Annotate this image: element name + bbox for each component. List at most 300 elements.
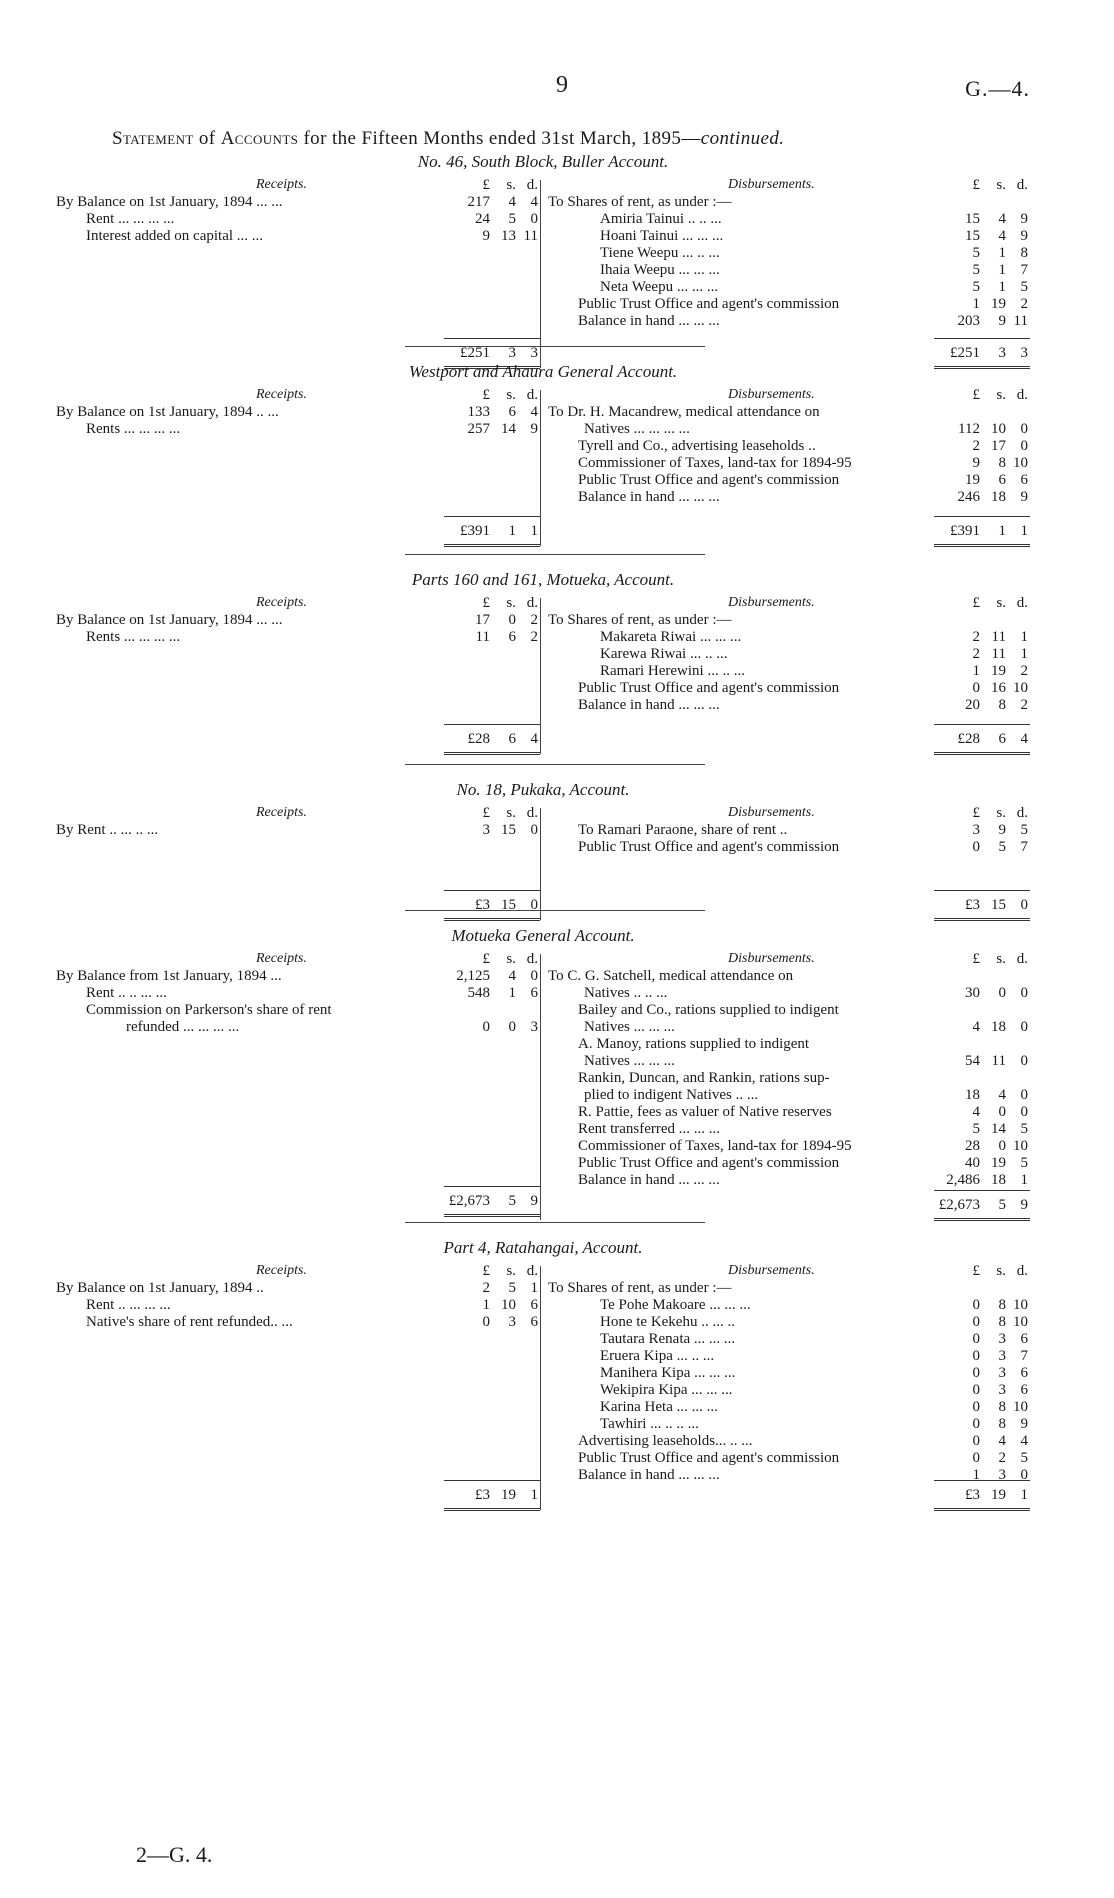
account-section (56, 926, 1030, 1220)
disbursements-column (540, 176, 1030, 368)
amount-pence: 5 (1020, 279, 1028, 295)
disbursement-row (548, 1314, 1030, 1331)
amount-pounds: 15 (965, 228, 980, 244)
disbursement-row-description: To Dr. H. Macandrew, medical attendance on (548, 404, 820, 420)
amount-pence: 0 (530, 211, 538, 227)
amount-pence: 10 (1013, 455, 1028, 471)
column-header-pound: £ (482, 1263, 490, 1279)
amount-shillings (980, 1002, 1006, 1019)
amount-pence: 1 (530, 1487, 538, 1503)
statement-of: of (198, 128, 216, 149)
statement-prefix: Statement (112, 128, 194, 149)
disbursements-column (540, 804, 1030, 920)
amount-pence: 7 (1020, 262, 1028, 278)
disbursement-row-description: Tawhiri ... .. .. ... (600, 1416, 699, 1432)
disbursement-row (548, 1433, 1030, 1450)
amount-pounds: 0 (482, 1314, 490, 1330)
disbursement-row-description: Karina Heta ... ... ... (600, 1399, 718, 1415)
column-header-s: s. (506, 951, 516, 967)
disbursement-row-description: Hoani Tainui ... ... ... (600, 228, 724, 244)
disbursements-caption: Disbursements. (728, 1263, 815, 1278)
column-header-pound: £ (972, 595, 980, 611)
receipt-row (56, 822, 540, 839)
amount-pounds: 5 (972, 262, 980, 278)
amount-pence: 9 (1020, 228, 1028, 244)
disbursement-row (548, 228, 1030, 245)
amount-pence: 4 (530, 731, 538, 747)
amount-pounds: 30 (965, 985, 980, 1001)
amount-pence: 9 (1020, 489, 1028, 505)
disbursement-row (548, 296, 1030, 313)
column-header-s: s. (506, 177, 516, 193)
amount-pounds: 24 (475, 211, 490, 227)
column-header-s: s. (506, 387, 516, 403)
amount-pence: 4 (1020, 731, 1028, 747)
amount-pounds: 246 (957, 489, 980, 505)
account-section (56, 362, 1030, 546)
disbursement-row-description: Public Trust Office and agent's commission (578, 680, 840, 696)
disbursements-caption: Disbursements. (728, 805, 815, 820)
section-separator (405, 554, 705, 555)
amount-pence: 2 (530, 629, 538, 645)
amount-pence: 6 (1020, 472, 1028, 488)
document-reference: G.—4. (965, 76, 1030, 101)
column-header-pound: £ (972, 805, 980, 821)
receipt-row-description: Native's share of rent refunded.. ... (86, 1314, 293, 1330)
receipt-row (56, 612, 540, 629)
disbursement-row (548, 1104, 1030, 1121)
disbursement-row-description: Rent transferred ... ... ... (578, 1121, 721, 1137)
receipts-caption: Receipts. (256, 595, 307, 610)
receipt-row-description: Interest added on capital ... ... (86, 228, 264, 244)
amount-pounds: 2 (972, 646, 980, 662)
amount-pounds: £251 (950, 345, 980, 361)
amount-shillings: 8 (998, 1314, 1006, 1330)
amount-shillings: 0 (508, 612, 516, 628)
disbursement-row-description: Public Trust Office and agent's commission (578, 1450, 840, 1466)
disbursement-row-description: Bailey and Co., rations supplied to indigent (578, 1002, 839, 1018)
amount-pounds: 11 (475, 629, 490, 645)
disbursement-row-description: Balance in hand ... ... ... (578, 313, 720, 329)
column-header-d: d. (526, 177, 538, 193)
amount-pounds: 0 (972, 1297, 980, 1313)
disbursement-row (548, 839, 1030, 856)
column-header-pound: £ (972, 387, 980, 403)
amount-pence: 1 (530, 523, 538, 539)
amount-pence: 0 (1020, 985, 1028, 1001)
amount-pence: 9 (1020, 211, 1028, 227)
receipts-caption: Receipts. (256, 951, 307, 966)
amount-pounds: 17 (475, 612, 490, 628)
amount-shillings: 5 (998, 839, 1006, 855)
amount-pounds: £391 (460, 523, 490, 539)
receipt-row (56, 1297, 540, 1314)
amount-pence: 0 (1020, 1053, 1028, 1069)
receipt-row-description: Rents ... ... ... ... (86, 629, 181, 645)
column-header-s: s. (506, 805, 516, 821)
amount-pence (1006, 1280, 1028, 1297)
receipt-row (56, 985, 540, 1002)
receipts-column (56, 1262, 540, 1510)
disbursement-row-description: Ihaia Weepu ... ... ... (600, 262, 720, 278)
amount-pounds: 548 (467, 985, 490, 1001)
disbursement-row-description: To C. G. Satchell, medical attendance on (548, 968, 794, 984)
amount-pounds: £391 (950, 523, 980, 539)
statement-accounts: Accounts (220, 128, 299, 149)
disbursement-row (548, 1297, 1030, 1314)
amount-shillings: 13 (501, 228, 516, 244)
disbursement-row (548, 438, 1030, 455)
disbursement-row-description: Balance in hand ... ... ... (578, 489, 720, 505)
amount-shillings: 1 (508, 523, 516, 539)
amount-pounds: 0 (482, 1019, 490, 1035)
column-header-s: s. (996, 387, 1006, 403)
amount-shillings: 0 (998, 1138, 1006, 1154)
column-header-pound: £ (482, 951, 490, 967)
amount-pounds: 0 (972, 680, 980, 696)
amount-shillings: 14 (501, 421, 516, 437)
amount-pence: 10 (1013, 680, 1028, 696)
page-signature: 2—G. 4. (136, 1842, 213, 1867)
amount-pence: 9 (530, 421, 538, 437)
disbursement-row-description: Advertising leaseholds... .. ... (578, 1433, 753, 1449)
amount-pounds: 5 (972, 279, 980, 295)
column-header-d: d. (526, 951, 538, 967)
amount-pence: 0 (530, 897, 538, 913)
amount-pence: 6 (1020, 1365, 1028, 1381)
amount-shillings: 16 (991, 680, 1006, 696)
receipt-row-description: Rent ... ... ... ... (86, 211, 175, 227)
column-header-pound: £ (972, 1263, 980, 1279)
disbursement-row-description: Balance in hand ... ... ... (578, 697, 720, 713)
disbursement-row (548, 1019, 1030, 1036)
column-header-s: s. (506, 1263, 516, 1279)
receipts-caption: Receipts. (256, 805, 307, 820)
column-header-d: d. (526, 805, 538, 821)
amount-pounds: 19 (965, 472, 980, 488)
amount-pounds: £251 (460, 345, 490, 361)
receipts-total (444, 724, 540, 755)
receipts-column (56, 386, 540, 546)
disbursement-row (548, 489, 1030, 506)
amount-pounds (934, 404, 980, 421)
receipt-row-description: refunded ... ... ... ... (126, 1019, 240, 1035)
receipt-row (56, 1019, 540, 1036)
amount-pence: 6 (1020, 1382, 1028, 1398)
amount-shillings: 3 (998, 1467, 1006, 1483)
amount-pence: 0 (1020, 1104, 1028, 1120)
disbursement-row-description: To Shares of rent, as under :— (548, 612, 732, 628)
receipt-row-description: Rent .. .. ... ... (86, 985, 167, 1001)
amount-shillings: 15 (501, 897, 516, 913)
disbursement-row-description: A. Manoy, rations supplied to indigent (578, 1036, 810, 1052)
amount-pounds: 2,125 (456, 968, 490, 984)
amount-pence: 9 (1020, 1416, 1028, 1432)
column-header-pound: £ (482, 805, 490, 821)
disbursement-row-description: plied to indigent Natives .. ... (584, 1087, 759, 1103)
amount-shillings: 19 (991, 296, 1006, 312)
statement-title (112, 128, 784, 150)
amount-shillings: 10 (501, 1297, 516, 1313)
disbursement-row-description: Public Trust Office and agent's commission (578, 839, 840, 855)
amount-pence: 0 (530, 968, 538, 984)
amount-shillings: 8 (998, 1416, 1006, 1432)
disbursement-row (548, 1280, 1030, 1297)
amount-pounds: 1 (972, 663, 980, 679)
amount-pounds: 203 (957, 313, 980, 329)
amount-shillings (980, 1036, 1006, 1053)
amount-pence: 0 (1020, 1087, 1028, 1103)
amount-shillings: 19 (991, 1155, 1006, 1171)
amount-shillings: 11 (991, 1053, 1006, 1069)
disbursement-row (548, 629, 1030, 646)
amount-pounds: 40 (965, 1155, 980, 1171)
amount-pounds: £3 (965, 897, 980, 913)
amount-pence: 0 (1020, 1467, 1028, 1483)
receipt-row (56, 194, 540, 211)
receipts-total (444, 890, 540, 921)
amount-pence: 5 (1020, 822, 1028, 838)
amount-shillings: 5 (508, 1193, 516, 1209)
amount-pence: 6 (530, 1314, 538, 1330)
amount-pence: 5 (1020, 1121, 1028, 1137)
receipts-total (444, 1480, 540, 1511)
receipt-row-description: Commission on Parkerson's share of rent (86, 1002, 332, 1018)
amount-shillings: 15 (991, 897, 1006, 913)
column-header-d: d. (526, 595, 538, 611)
column-header-pound: £ (972, 951, 980, 967)
amount-pence: 1 (1020, 629, 1028, 645)
disbursements-column (540, 1262, 1030, 1510)
receipts-column (56, 176, 540, 368)
amount-shillings: 10 (991, 421, 1006, 437)
amount-shillings: 5 (508, 211, 516, 227)
disbursement-row (548, 1348, 1030, 1365)
disbursement-row-description: Neta Weepu ... ... ... (600, 279, 719, 295)
disbursement-row (548, 1331, 1030, 1348)
column-header-s: s. (506, 595, 516, 611)
amount-pounds: 2 (482, 1280, 490, 1296)
receipt-row (56, 228, 540, 245)
amount-pence: 0 (530, 822, 538, 838)
amount-pence: 6 (530, 1297, 538, 1313)
amount-pounds: 15 (965, 211, 980, 227)
disbursement-row-description: Public Trust Office and agent's commission (578, 472, 840, 488)
column-header-s: s. (996, 595, 1006, 611)
amount-shillings: 8 (998, 455, 1006, 471)
amount-pounds: 9 (972, 455, 980, 471)
amount-pounds (934, 1280, 980, 1297)
account-title: Part 4, Ratahangai, Account. (443, 1238, 643, 1257)
amount-pounds: 2 (972, 438, 980, 454)
receipts-column (56, 594, 540, 754)
amount-pounds: 2 (972, 629, 980, 645)
amount-pounds: 3 (482, 822, 490, 838)
disbursement-row-description: Amiria Tainui .. .. ... (600, 211, 722, 227)
amount-pence: 7 (1020, 839, 1028, 855)
amount-pence: 10 (1013, 1314, 1028, 1330)
amount-pounds: 0 (972, 1450, 980, 1466)
amount-shillings: 8 (998, 1399, 1006, 1415)
amount-shillings: 11 (991, 629, 1006, 645)
column-header-s: s. (996, 177, 1006, 193)
disbursement-row-description: Ramari Herewini ... .. ... (600, 663, 745, 679)
amount-pence: 5 (1020, 1450, 1028, 1466)
amount-pounds: 217 (467, 194, 490, 210)
section-separator (405, 346, 705, 347)
amount-pounds: 18 (965, 1087, 980, 1103)
disbursement-row-description: Public Trust Office and agent's commission (578, 1155, 840, 1171)
amount-pence: 10 (1013, 1399, 1028, 1415)
column-header-pound: £ (482, 177, 490, 193)
amount-shillings: 17 (991, 438, 1006, 454)
account-title: Westport and Ahaura General Account. (408, 362, 678, 381)
disbursement-row (548, 211, 1030, 228)
disbursements-total (934, 724, 1030, 755)
amount-pence: 9 (1020, 1197, 1028, 1213)
receipt-row-description: By Rent .. ... .. ... (56, 822, 159, 838)
disbursement-row (548, 1450, 1030, 1467)
column-header-d: d. (1016, 387, 1028, 403)
amount-shillings: 9 (998, 822, 1006, 838)
amount-shillings: 18 (991, 1019, 1006, 1035)
amount-pounds: £28 (467, 731, 490, 747)
column-header-d: d. (1016, 177, 1028, 193)
amount-shillings: 6 (998, 731, 1006, 747)
amount-pence (1006, 1002, 1028, 1019)
disbursement-row (548, 697, 1030, 714)
disbursement-row-description: To Shares of rent, as under :— (548, 1280, 732, 1296)
disbursement-row-description: Public Trust Office and agent's commission (578, 296, 840, 312)
disbursement-row-description: Commissioner of Taxes, land-tax for 1894-95 (578, 455, 852, 471)
disbursement-row (548, 822, 1030, 839)
amount-pounds: 0 (972, 1331, 980, 1347)
receipt-row-description: By Balance on 1st January, 1894 .. (56, 1280, 264, 1296)
column-header-d: d. (1016, 1263, 1028, 1279)
amount-shillings: 3 (998, 345, 1006, 361)
account-section (56, 152, 1030, 368)
amount-pence: 3 (530, 345, 538, 361)
amount-shillings: 4 (998, 228, 1006, 244)
amount-pence: 0 (1020, 1019, 1028, 1035)
disbursement-row (548, 421, 1030, 438)
disbursements-caption: Disbursements. (728, 595, 815, 610)
amount-shillings (490, 1002, 516, 1019)
disbursement-row-description: Wekipira Kipa ... ... ... (600, 1382, 733, 1398)
amount-pence: 1 (1020, 646, 1028, 662)
disbursements-column (540, 950, 1030, 1220)
amount-shillings: 4 (998, 211, 1006, 227)
amount-pence: 4 (1020, 1433, 1028, 1449)
column-header-s: s. (996, 951, 1006, 967)
amount-shillings (980, 968, 1006, 985)
amount-pence: 0 (1020, 421, 1028, 437)
receipt-row-description: By Balance from 1st January, 1894 ... (56, 968, 282, 984)
amount-pounds: 20 (965, 697, 980, 713)
disbursement-row (548, 245, 1030, 262)
amount-shillings: 6 (508, 629, 516, 645)
disbursement-row (548, 262, 1030, 279)
amount-pounds: 0 (972, 1348, 980, 1364)
amount-pence: 3 (530, 1019, 538, 1035)
amount-pounds: 2,486 (946, 1172, 980, 1188)
account-title: Parts 160 and 161, Motueka, Account. (411, 570, 675, 589)
account-section (56, 1238, 1030, 1510)
amount-shillings: 9 (998, 313, 1006, 329)
disbursement-row (548, 279, 1030, 296)
account-title: No. 46, South Block, Buller Account. (417, 152, 669, 171)
disbursement-row (548, 1087, 1030, 1104)
disbursements-total (934, 890, 1030, 921)
amount-shillings: 18 (991, 1172, 1006, 1188)
amount-pence: 2 (1020, 697, 1028, 713)
disbursements-caption: Disbursements. (728, 951, 815, 966)
column-header-pound: £ (482, 387, 490, 403)
amount-pence: 6 (530, 985, 538, 1001)
disbursement-row-description: Tautara Renata ... ... ... (600, 1331, 736, 1347)
disbursement-row-description: To Ramari Paraone, share of rent .. (578, 822, 788, 838)
amount-pence: 2 (530, 612, 538, 628)
amount-shillings: 3 (508, 1314, 516, 1330)
amount-pounds: 3 (972, 822, 980, 838)
amount-pence: 4 (530, 194, 538, 210)
amount-shillings: 3 (998, 1365, 1006, 1381)
column-header-d: d. (1016, 951, 1028, 967)
amount-shillings: 1 (508, 985, 516, 1001)
amount-pence (1006, 612, 1028, 629)
amount-shillings (980, 404, 1006, 421)
disbursement-row (548, 680, 1030, 697)
amount-pounds (444, 1002, 490, 1019)
amount-pounds (934, 612, 980, 629)
disbursement-row (548, 646, 1030, 663)
disbursement-row (548, 1172, 1030, 1189)
page-number: 9 (556, 72, 568, 98)
disbursements-total (934, 516, 1030, 547)
amount-pence (1006, 968, 1028, 985)
amount-pounds (934, 1036, 980, 1053)
disbursement-row-description: Hone te Kekehu .. ... .. (600, 1314, 735, 1330)
disbursement-row-description: Balance in hand ... ... ... (578, 1467, 720, 1483)
disbursements-column (540, 594, 1030, 754)
amount-shillings: 1 (998, 279, 1006, 295)
amount-shillings: 5 (998, 1197, 1006, 1213)
disbursement-row (548, 985, 1030, 1002)
amount-pence (516, 1002, 538, 1019)
amount-pence: 4 (530, 404, 538, 420)
amount-shillings: 4 (998, 1433, 1006, 1449)
amount-pounds: 257 (467, 421, 490, 437)
receipts-column (56, 804, 540, 920)
disbursement-row (548, 663, 1030, 680)
amount-pence: 0 (1020, 897, 1028, 913)
amount-pence: 0 (1020, 438, 1028, 454)
disbursements-total (934, 1480, 1030, 1511)
disbursement-row (548, 1002, 1030, 1019)
receipt-row (56, 1002, 540, 1019)
amount-pounds: £3 (965, 1487, 980, 1503)
amount-pence (1006, 1070, 1028, 1087)
amount-pounds: 4 (972, 1104, 980, 1120)
amount-shillings: 19 (991, 1487, 1006, 1503)
amount-shillings: 1 (998, 262, 1006, 278)
amount-pounds: 5 (972, 245, 980, 261)
amount-pence: 2 (1020, 663, 1028, 679)
amount-pounds: £3 (475, 897, 490, 913)
receipts-caption: Receipts. (256, 177, 307, 192)
receipt-row-description: By Balance on 1st January, 1894 .. ... (56, 404, 279, 420)
receipt-row (56, 1280, 540, 1297)
